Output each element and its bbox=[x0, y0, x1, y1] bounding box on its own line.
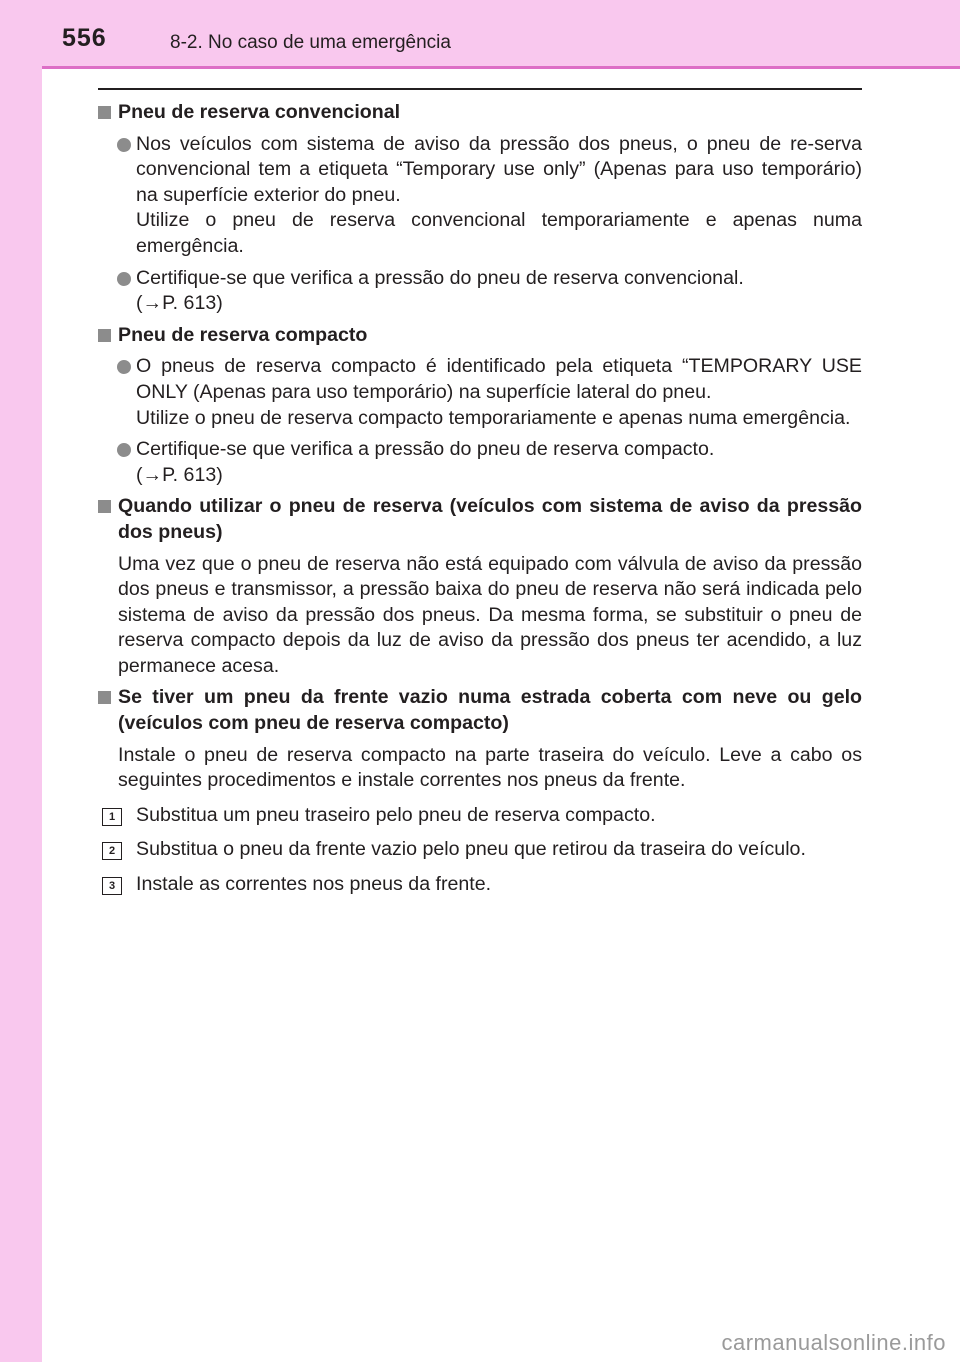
section-paragraph: Instale o pneu de reserva compacto na parte traseira do veículo. Leve a cabo os seguintes procedimentos e instale correntes nos pneus da frente. bbox=[118, 743, 862, 792]
page-content bbox=[98, 94, 862, 898]
square-bullet-icon bbox=[98, 500, 111, 513]
circle-bullet-icon bbox=[117, 272, 131, 286]
square-bullet-icon bbox=[98, 106, 111, 119]
list-item: Certifique-se que verifica a pressão do pneu de reserva compacto. (→P. 613) bbox=[98, 437, 862, 488]
step-item: 2 Substitua o pneu da frente vazio pelo pneu que retirou da traseira do veículo. bbox=[98, 837, 862, 863]
page-reference[interactable]: (→P. 613) bbox=[136, 463, 223, 486]
page-number: 556 bbox=[62, 24, 107, 52]
step-number: 2 bbox=[102, 842, 122, 860]
step-item: 1 Substitua um pneu traseiro pelo pneu de reserva compacto. bbox=[98, 803, 862, 829]
circle-bullet-icon bbox=[117, 138, 131, 152]
section-heading: Pneu de reserva compacto bbox=[98, 323, 862, 349]
step-number: 3 bbox=[102, 877, 122, 895]
list-item: Nos veículos com sistema de aviso da pressão dos pneus, o pneu de re-serva convencional tem a etiqueta “Temporary use only” (Apenas para uso temporário) na superfície exterior do pneu. Utilize o pneu de reserva convencional temporariamente e apenas numa emergência. bbox=[98, 132, 862, 260]
section-heading: Quando utilizar o pneu de reserva (veículos com sistema de aviso da pressão dos pneus) bbox=[98, 494, 862, 545]
chapter-title: 8-2. No caso de uma emergência bbox=[170, 32, 451, 53]
list-item: O pneus de reserva compacto é identificado pela etiqueta “TEMPORARY USE ONLY (Apenas para uso temporário) na superfície lateral do pneu. Utilize o pneu de reserva compacto temporariamente e apenas numa emergência. bbox=[98, 354, 862, 431]
step-item: 3 Instale as correntes nos pneus da frente. bbox=[98, 872, 862, 898]
top-rule bbox=[98, 88, 862, 90]
side-band bbox=[0, 0, 42, 1362]
section-paragraph: Uma vez que o pneu de reserva não está equipado com válvula de aviso da pressão dos pneus e transmissor, a pressão baixa do pneu de reserva não será indicada pelo sistema de aviso da pressão dos pneus. Da mesma forma, se substituir o pneu de reserva compacto depois da luz de aviso da pressão dos pneus ter acendido, a luz permanece acesa. bbox=[118, 552, 862, 677]
circle-bullet-icon bbox=[117, 443, 131, 457]
square-bullet-icon bbox=[98, 329, 111, 342]
square-bullet-icon bbox=[98, 691, 111, 704]
watermark: carmanualsonline.info bbox=[721, 1330, 946, 1355]
circle-bullet-icon bbox=[117, 360, 131, 374]
section-heading: Pneu de reserva convencional bbox=[98, 100, 862, 126]
section-heading: Se tiver um pneu da frente vazio numa estrada coberta com neve ou gelo (veículos com pneu de reserva compacto) bbox=[98, 685, 862, 736]
step-number: 1 bbox=[102, 808, 122, 826]
list-item: Certifique-se que verifica a pressão do pneu de reserva convencional. (→P. 613) bbox=[98, 266, 862, 317]
page-reference[interactable]: (→P. 613) bbox=[136, 292, 223, 315]
